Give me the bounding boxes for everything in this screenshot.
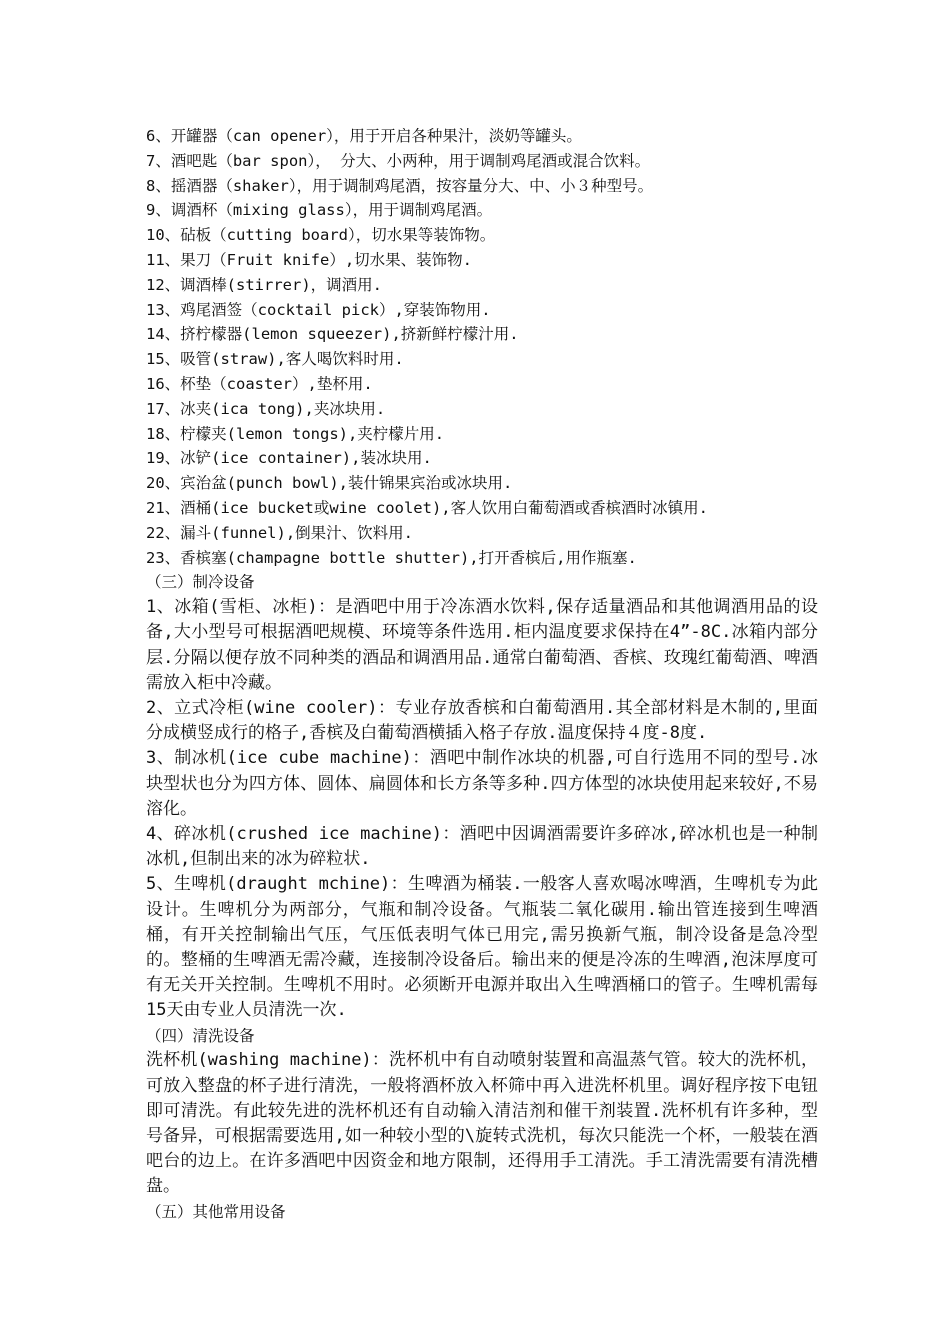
list-item: 19、冰铲(ice container),装冰块用. (146, 449, 432, 468)
section-heading-cleaning: （四）清洗设备 (146, 1026, 255, 1045)
paragraph: 2、立式冷柜(wine cooler)：专业存放香槟和白葡萄酒用.其全部材料是木制的,里面分成横竖成行的格子,香槟及白葡萄酒横插入格子存放.温度保持４度-8度. (146, 697, 818, 744)
list-item: 13、鸡尾酒签（cocktail pick）,穿装饰物用. (146, 300, 491, 319)
paragraph: 3、制冰机(ice cube machine)：酒吧中制作冰块的机器,可自行选用不同的型号.冰块型状也分为四方体、圆体、扁圆体和长方条等多种.四方体型的冰块使用起来较好,不易溶化。 (146, 748, 818, 819)
paragraph: 1、冰箱(雪柜、冰柜)：是酒吧中用于冷冻酒水饮料,保存适量酒品和其他调酒用品的设备,大小型号可根据酒吧规模、环境等条件选用.柜内温度要求保持在4”-8C.冰箱内部分层.分隔以便存放不同种类的酒品和调酒用品.通常白葡萄酒、香槟、玫瑰红葡萄酒、啤酒需放入柜中冷藏。 (146, 597, 818, 693)
list-item: 10、砧板（cutting board），切水果等装饰物。 (146, 226, 496, 245)
list-item: 6、开罐器（can opener），用于开启各种果汁，淡奶等罐头。 (146, 127, 582, 145)
list-item: 16、杯垫（coaster）,垫杯用. (146, 374, 373, 393)
section-heading-refrigeration: （三）制冷设备 (146, 573, 255, 592)
list-item: 11、果刀（Fruit knife）,切水果、装饰物. (146, 250, 472, 269)
document-body (146, 124, 818, 1224)
list-item: 18、柠檬夹(lemon tongs),夹柠檬片用. (146, 424, 445, 443)
list-item: 15、吸管(straw),客人喝饮料时用. (146, 350, 404, 369)
list-item: 17、冰夹(ica tong),夹冰块用. (146, 399, 386, 418)
list-item: 14、挤柠檬器(lemon squeezer),挤新鲜柠檬汁用. (146, 325, 519, 344)
list-item: 7、酒吧匙（bar spon）， 分大、小两种，用于调制鸡尾酒或混合饮料。 (146, 151, 651, 170)
paragraph: 洗杯机(washing machine)：洗杯机中有自动喷射装置和高温蒸气管。较大的洗杯机，可放入整盘的杯子进行清洗，一般将酒杯放入杯筛中再入进洗杯机里。调好程序按下电钮即可清洗。有此较先进的洗杯机还有自动输入清洁剂和催干剂装置.洗杯机有许多种，型号备异，可根据需要选用,如一种较小型的\旋转式洗机，每次只能洗一个杯，一般装在酒吧台的边上。在许多酒吧中因资金和地方限制，还得用手工清洗。手工清洗需要有清洗槽盘。 (146, 1050, 818, 1197)
list-item: 20、宾治盆(punch bowl),装什锦果宾治或冰块用. (146, 474, 513, 493)
list-item: 9、调酒杯（mixing glass），用于调制鸡尾酒。 (146, 201, 493, 220)
section-heading-other-equipment: （五）其他常用设备 (146, 1202, 286, 1221)
list-item: 23、香槟塞(champagne bottle shutter),打开香槟后,用作瓶塞. (146, 548, 637, 567)
list-item: 8、摇酒器（shaker），用于调制鸡尾酒，按容量分大、中、小３种型号。 (146, 176, 654, 195)
paragraph: 5、生啤机(draught mchine)：生啤酒为桶装.一般客人喜欢喝冰啤酒，生啤机专为此设计。生啤机分为两部分，气瓶和制冷设备。气瓶装二氧化碳用.输出管连接到生啤酒桶，有开关控制输出气压，气压低表明气体已用完,需另换新气瓶，制冷设备是急冷型的。整桶的生啤酒无需冷藏，连接制冷设备后。输出来的便是冷冻的生啤酒,泡沫厚度可有无关开关控制。生啤机不用时。必须断开电源并取出入生啤酒桶口的管子。生啤机需每15天由专业人员清洗一次. (146, 874, 818, 1021)
paragraph: 4、碎冰机(crushed ice machine)：酒吧中因调酒需要许多碎冰,碎冰机也是一种制冰机,但制出来的冰为碎粒状. (146, 823, 818, 870)
list-item: 22、漏斗(funnel),倒果汁、饮料用. (146, 523, 413, 542)
list-item: 21、酒桶(ice bucket或wine coolet),客人饮用白葡萄酒或香槟酒时冰镇用. (146, 498, 708, 517)
list-item: 12、调酒棒(stirrer)，调酒用. (146, 275, 382, 294)
tool-list (146, 124, 818, 570)
